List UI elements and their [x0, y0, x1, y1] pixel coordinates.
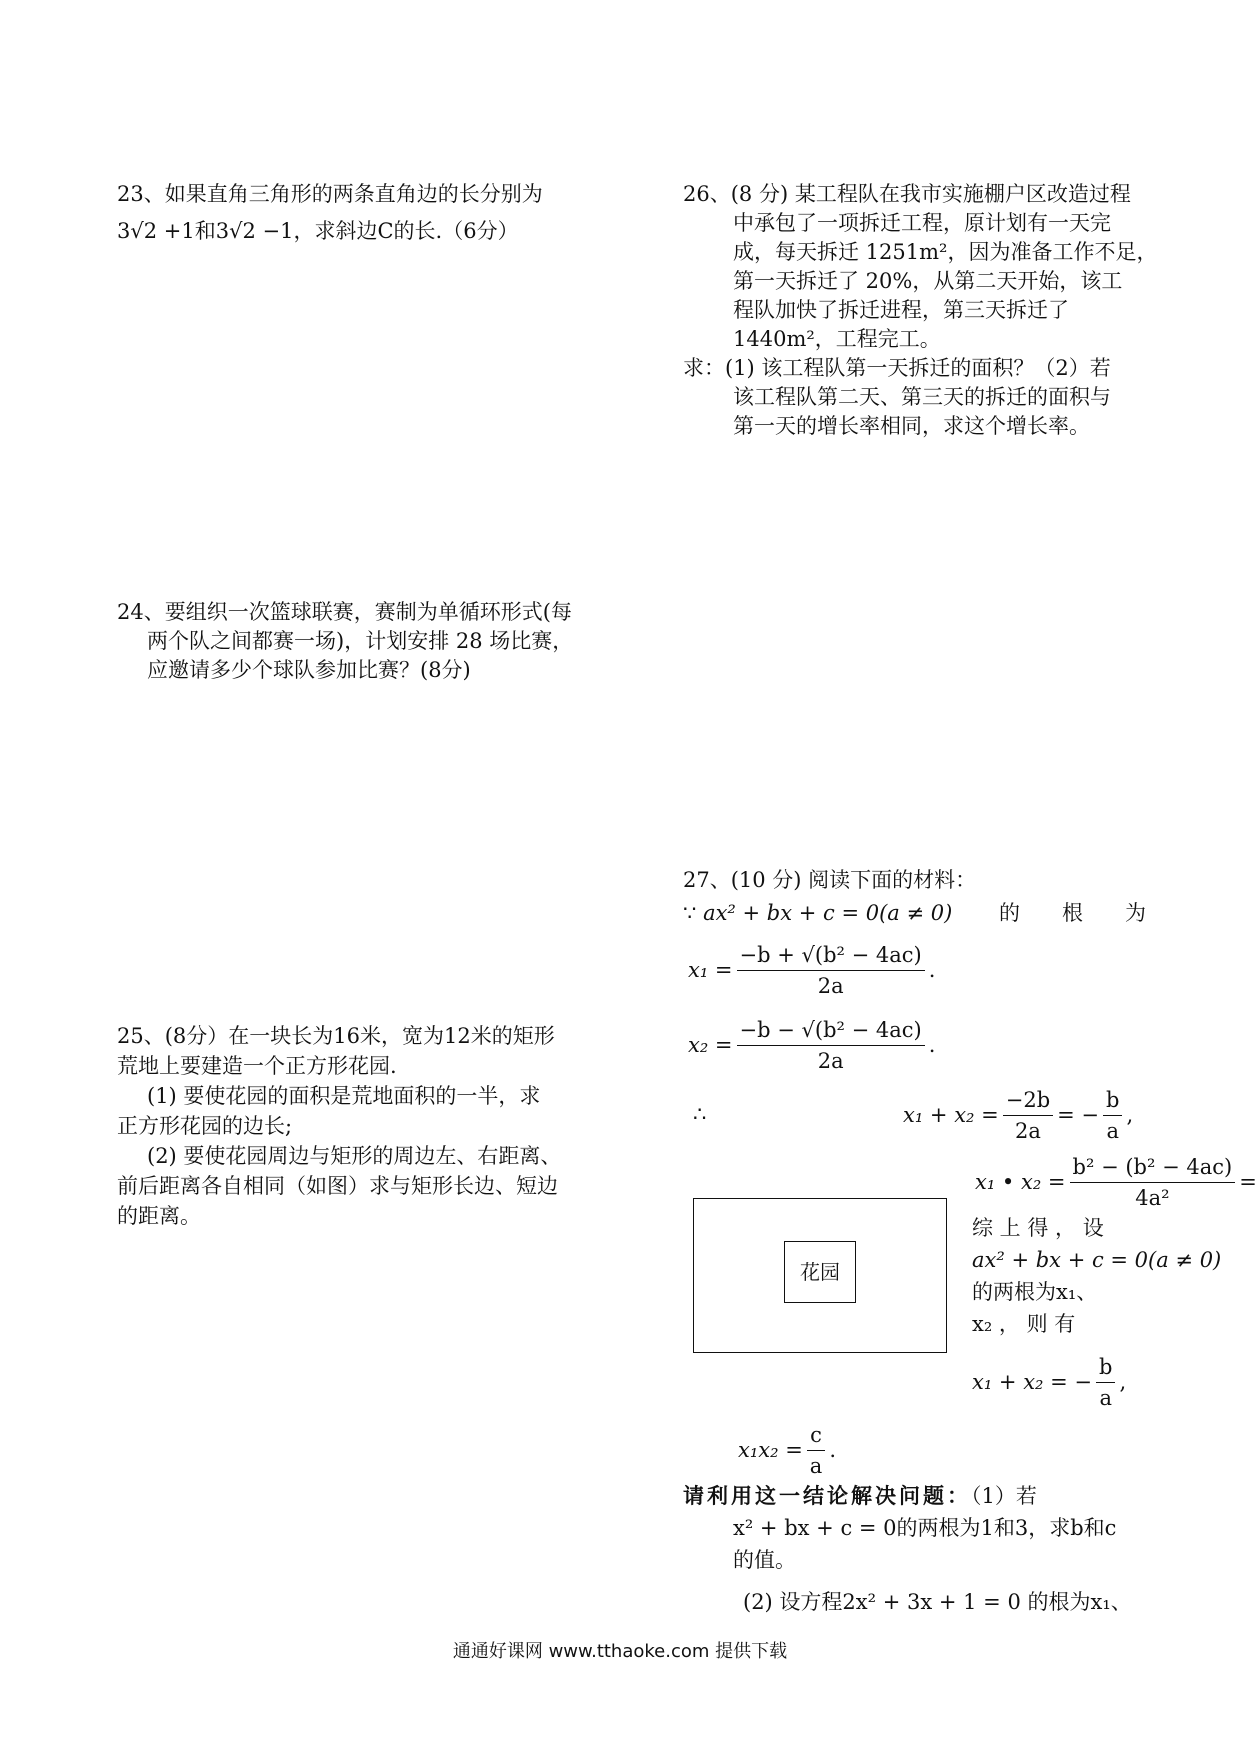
- page-footer: 通通好课网 www.tthaoke.com 提供下载: [452, 1641, 788, 1662]
- q24-line1: 24、要组织一次篮球联赛，赛制为单循环形式(每: [117, 600, 572, 624]
- x1-formula: x₁ = $\frac{\text{−b + √(b² − 4ac)}}{2a}$ .: [688, 940, 935, 1001]
- q26-line5: 程队加快了拆迁进程，第三天拆迁了: [733, 298, 1069, 322]
- x2-denominator: 2a: [817, 1049, 844, 1073]
- use-conclusion-bold: 请利用这一结论解决问题：: [683, 1483, 971, 1508]
- q25-line5: (2) 要使花园周边与矩形的周边左、右距离、: [147, 1144, 562, 1168]
- question-26: [683, 180, 1157, 441]
- q25-line4: 正方形花园的边长;: [117, 1114, 293, 1138]
- product-formula: x₁ • x₂ = $\frac{\text{b² − (b² − 4ac)}}{\text{4a²}}$ =: [975, 1152, 1257, 1213]
- q25-line3: (1) 要使花园的面积是荒地面积的一半，求: [147, 1084, 541, 1108]
- summary-text: 综 上 得 ， 设 ax² + bx + c = 0(a ≠ 0) 的两根为x₁、 x₂ ， 则 有: [972, 1216, 1222, 1336]
- therefore-symbol: ∴: [693, 1102, 707, 1126]
- garden-label: 花园: [800, 1259, 840, 1284]
- q24-line2: 两个队之间都赛一场)，计划安排 28 场比赛，: [147, 629, 574, 653]
- q25-line2: 荒地上要建造一个正方形花园.: [117, 1054, 397, 1078]
- field-rectangle: [693, 1198, 947, 1353]
- q26-line8: 该工程队第二天、第三天的拆迁的面积与: [733, 385, 1111, 409]
- q26-line7: 求：(1) 该工程队第一天拆迁的面积？（2）若: [683, 356, 1111, 380]
- vieta-sum: x₁ + x₂ = − $\frac{b}{a}$ ,: [972, 1352, 1126, 1413]
- question-25: [117, 1021, 561, 1231]
- q26-line2: 中承包了一项拆迁工程，原计划有一天完: [733, 211, 1111, 235]
- q26-line6: 1440m²，工程完工。: [733, 327, 941, 351]
- vieta-product: x₁x₂ = $\frac{c}{a}$ .: [738, 1420, 836, 1481]
- x2-numerator: −b − √(b² − 4ac): [737, 1015, 925, 1046]
- q25-line1: 25、(8分）在一块长为16米，宽为12米的矩形: [117, 1024, 555, 1048]
- q27-root-word: 的 根 为: [999, 901, 1146, 925]
- question-24: [117, 598, 573, 685]
- q27-line1: 27、(10 分) 阅读下面的材料：: [683, 868, 977, 892]
- q26-line9: 第一天的增长率相同，求这个增长率。: [733, 414, 1090, 438]
- q23-rest: ，求斜边C的长.（6分）: [293, 219, 519, 243]
- q27-problem: 请利用这一结论解决问题：（1）若 x² + bx + c = 0的两根为1和3，求b和c 的值。 (2) 设方程2x² + 3x + 1 = 0 的根为x₁、: [683, 1483, 1132, 1614]
- q27-equation: ax² + bx + c = 0(a ≠ 0): [703, 901, 953, 925]
- x2-formula: x₂ = $\frac{\text{−b − √(b² − 4ac)}}{2a}$ .: [688, 1015, 935, 1076]
- garden-square: [784, 1241, 856, 1303]
- q23-line1: 23、如果直角三角形的两条直角边的长分别为: [117, 182, 543, 206]
- because-symbol: ∵: [683, 901, 697, 925]
- sum-formula: x₁ + x₂ = $\frac{-2b}{2a}$ = − $\frac{b}{a}$ ,: [903, 1085, 1133, 1146]
- x1-denominator: 2a: [817, 974, 844, 998]
- question-23: [117, 180, 543, 246]
- q25-line6: 前后距离各自相同（如图）求与矩形长边、短边: [117, 1174, 558, 1198]
- x1-numerator: −b + √(b² − 4ac): [737, 940, 925, 971]
- q25-line7: 的距离。: [117, 1204, 201, 1228]
- q23-expr: 3√2 +1和3√2 −1: [117, 219, 294, 243]
- q24-line3: 应邀请多少个球队参加比赛？(8分): [147, 658, 471, 682]
- question-27: [683, 866, 1146, 928]
- q26-line1: 26、(8 分) 某工程队在我市实施棚户区改造过程: [683, 182, 1131, 206]
- q26-line4: 第一天拆迁了 20%，从第二天开始，该工: [733, 269, 1123, 293]
- q26-line3: 成，每天拆迁 1251m²，因为准备工作不足，: [733, 240, 1158, 264]
